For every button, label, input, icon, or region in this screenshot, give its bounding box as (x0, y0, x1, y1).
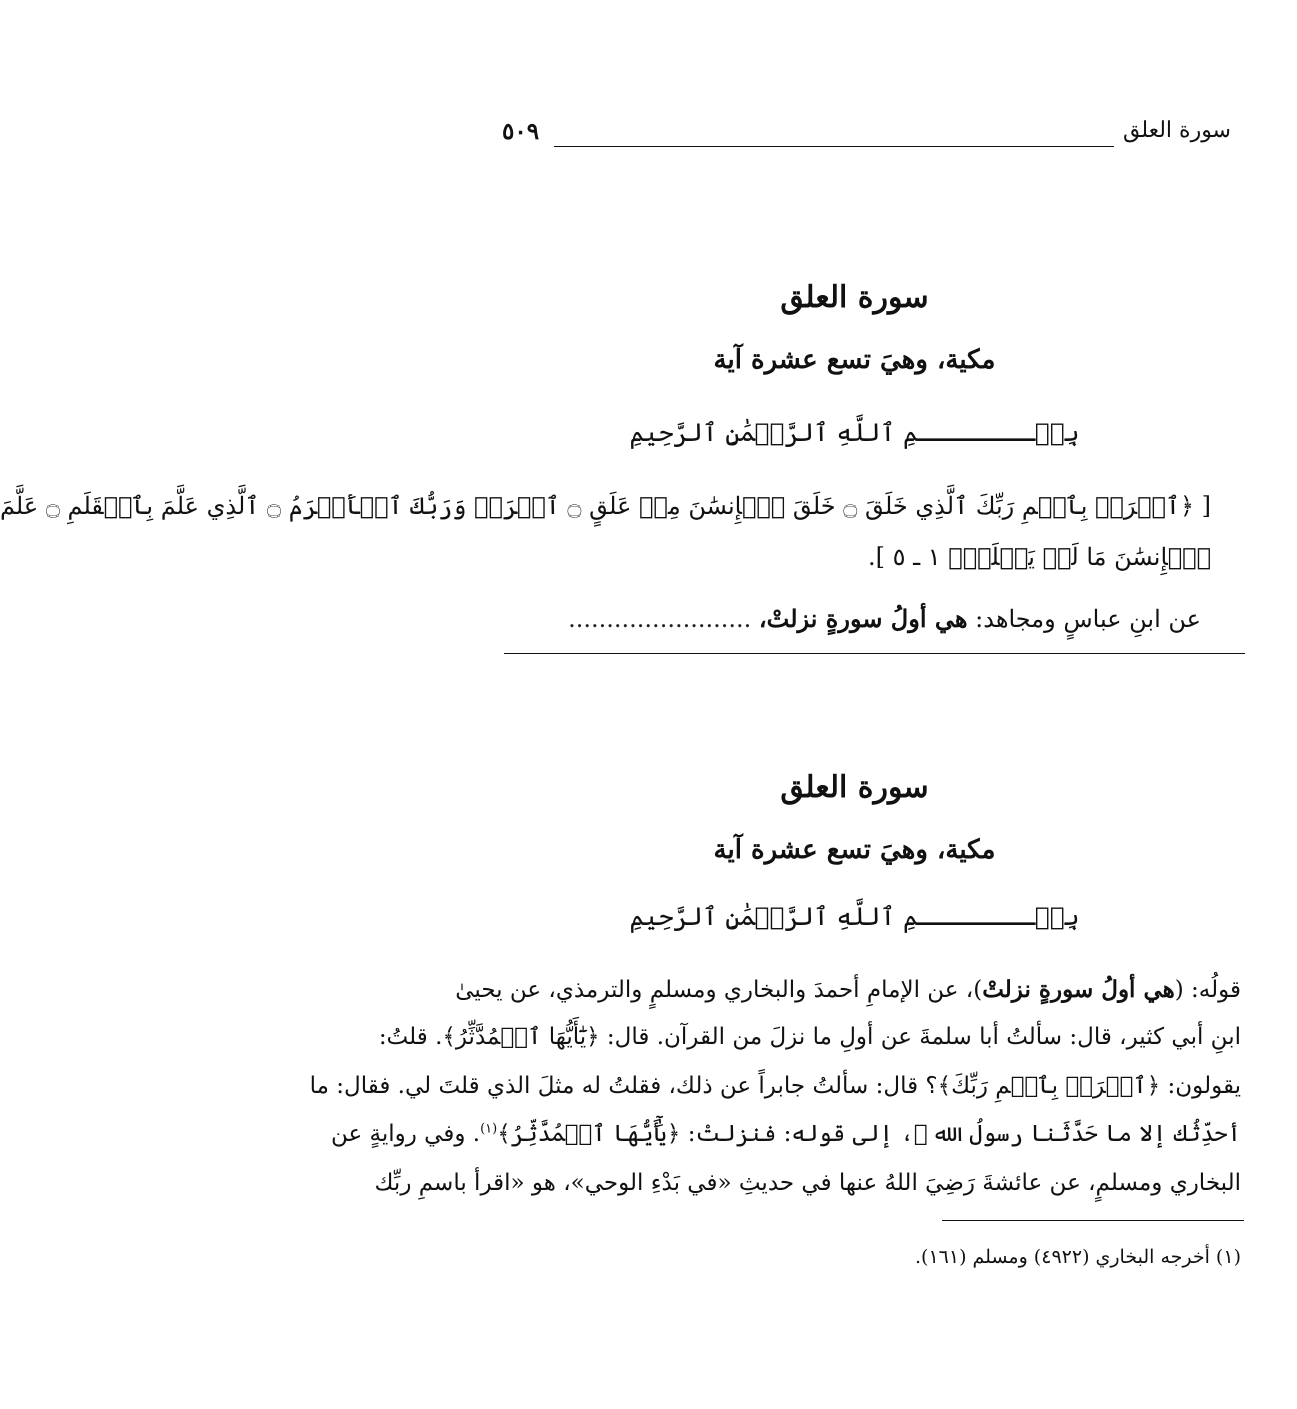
surah-title: سورة العلق (780, 280, 929, 315)
body-line-3: يقولون: ﴿ٱقۡرَأۡ بِٱسۡمِ رَبِّكَ﴾؟ قال: سألتُ جابراً عن ذلك، فقلتُ له مثلَ الذي قلتَ لي. فقال: ما (309, 1073, 1241, 1099)
ayah-line-1: [ ﴿ٱقۡرَأۡ بِٱسۡمِ رَبِّكَ ٱلَّذِي خَلَقَ ۝ خَلَقَ ٱلۡإِنسَٰنَ مِنۡ عَلَقٍ ۝ ٱقۡرَأۡ وَرَبُّكَ ٱلۡأَكۡرَمُ ۝ ٱلَّذِي عَلَّمَ بِٱلۡقَلَمِ ۝ عَلَّمَ (0, 492, 1211, 520)
basmala-commentary: بِسۡــــــــمِ ٱللَّهِ ٱلرَّحۡمَٰنِ ٱلرَّحِيمِ (629, 902, 1080, 931)
surah-title-commentary: سورة العلق (780, 770, 929, 805)
body-line-4 (330, 1121, 1241, 1147)
body-line-1 (455, 976, 1241, 1003)
running-title: سورة العلق (1122, 118, 1231, 143)
ayah-line-2: ٱلۡإِنسَٰنَ مَا لَمۡ يَعۡلَمۡ﴾ ١ ـ ٥ ]. (867, 543, 1211, 571)
surah-subtitle: مكية، وهيَ تسع عشرة آية (713, 345, 996, 375)
body-line-5: البخاري ومسلمٍ، عن عائشةَ رَضِيَ اللهُ عنها في حديثِ «في بَدْءِ الوحي»، هو «اقرأ باسمِ ربِّك (374, 1170, 1241, 1196)
body-line-4-a: أحدِّثُك إلا ما حَدَّثَنا رسولُ الله ﷺ، إلى قوله: فنزلتْ: ﴿يَٰٓأَيُّهَا ٱلۡمُدَّثِّرُ﴾ (497, 1121, 1241, 1147)
footnote: (١) أخرجه البخاري (٤٩٢٢) ومسلم (١٦١). (915, 1246, 1241, 1268)
footnote-marker: (١) (480, 1121, 498, 1137)
surah-subtitle-commentary: مكية، وهيَ تسع عشرة آية (713, 835, 996, 865)
footnote-rule (942, 1220, 1244, 1221)
section-divider (504, 653, 1245, 654)
commentary-bold: هي أولُ سورةٍ نزلتْ، (758, 604, 968, 633)
body-line-1-bold: هي أولُ سورةٍ نزلتْ (982, 976, 1175, 1003)
basmala: بِسۡــــــــمِ ٱللَّهِ ٱلرَّحۡمَٰنِ ٱلرَّحِيمِ (629, 418, 1080, 447)
commentary-dots: ........................ (568, 605, 759, 633)
commentary-prefix: عن ابنِ عباسٍ ومجاهد: (967, 605, 1201, 633)
page-number: ٥٠٩ (502, 118, 540, 145)
body-line-4-b: . وفي روايةٍ عن (330, 1121, 481, 1147)
commentary-line (512, 604, 1201, 633)
body-line-2: ابنِ أبي كثير، قال: سألتُ أبا سلمةَ عن أولِ ما نزلَ من القرآن. قال: ﴿يَٰٓأَيُّهَا ٱلۡمُدَّثِّرُ﴾. قلتُ: (378, 1024, 1241, 1050)
header-rule (554, 146, 1114, 147)
body-line-1-a: قولُه: ( (1174, 977, 1241, 1003)
body-line-1-b: )، عن الإمامِ أحمدَ والبخاري ومسلمٍ والترمذي، عن يحيىٰ (455, 977, 983, 1003)
